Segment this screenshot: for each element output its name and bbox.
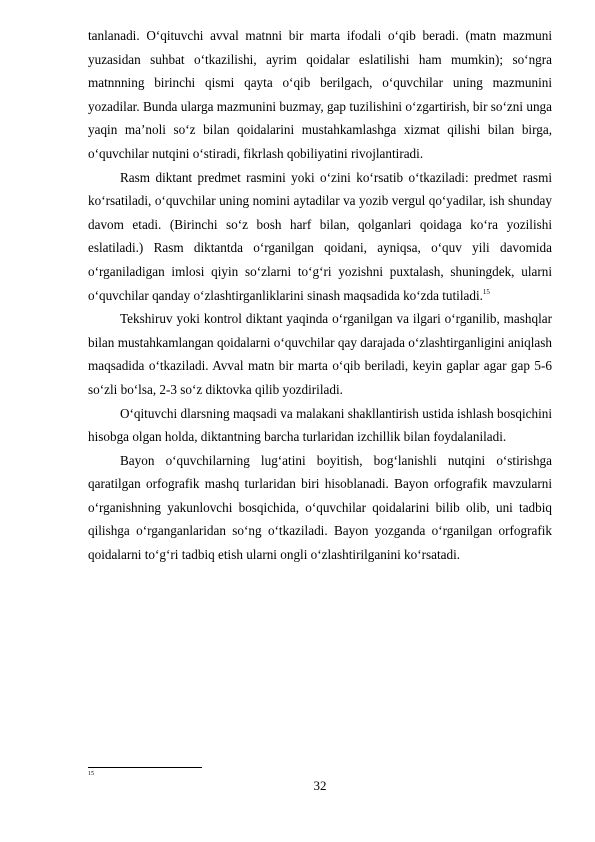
paragraph-1	[88, 24, 552, 166]
page-number: 32	[313, 778, 327, 793]
paragraph-4	[88, 402, 552, 449]
footnote-separator	[88, 767, 202, 768]
paragraph-3	[88, 307, 552, 401]
paragraph-5	[88, 449, 552, 567]
paragraph-5-text: Bayon o‘quvchilarning lug‘atini boyitish, bog‘lanishli nutqini o‘stirishga qaratilgan orfografik mashq turlaridan biri hisoblanadi. Bayon orfografik mavzularni o‘rganishning yakunlovchi bosqichida, o‘quvchilar qoidalarini bilib olib, uni tadbiq qilishga o‘rganganlaridan so‘ng o‘tkaziladi. Bayon yozganda o‘rganilgan orfografik qoidalarni to‘g‘ri tadbiq etish ularni ongli o‘zlashtirilganini ko‘rsatadi.	[88, 452, 552, 563]
footnote-reference[interactable]: 15	[482, 287, 490, 296]
paragraph-2	[88, 166, 552, 308]
paragraph-3-text: Tekshiruv yoki kontrol diktant yaqinda o‘rganilgan va ilgari o‘rganilib, mashqlar bilan mustahkamlangan qoidalarni o‘quvchilar qay darajada o‘zlashtirganligini aniqlash maqsadida o‘tkaziladi. Avval matn bir marta o‘qib beriladi, keyin gaplar agar gap 5-6 so‘zli bo‘lsa, 2-3 so‘z diktovka qilib yozdiriladi.	[88, 311, 552, 397]
paragraph-1-text: tanlanadi. O‘qituvchi avval matnni bir marta ifodali o‘qib beradi. (matn mazmuni yuzasidan suhbat o‘tkazilishi, ayrim qoidalar eslatilishi ham mumkin); so‘ngra matnnning birinchi qismi qayta o‘qib berilgach, o‘quvchilar uning mazmunini yozadilar. Bunda ularga mazmunini buzmay, gap tuzilishini o‘zgartirish, bir so‘zni unga yaqin ma’noli so‘z bilan qoidalarini mustahkamlashga xizmat qilishi bilan birga, o‘quvchilar nutqini o‘stiradi, fikrlash qobiliyatini rivojlantiradi.	[88, 28, 552, 161]
document-body	[88, 24, 552, 567]
footnote-mark: 15	[88, 771, 94, 777]
paragraph-2-text: Rasm diktant predmet rasmini yoki o‘zini ko‘rsatib o‘tkaziladi: predmet rasmi ko‘rsatiladi, o‘quvchilar uning nomini aytadilar va yozib vergul qo‘yadilar, ish shunday davom etadi. (Birinchi so‘z bosh harf bilan, qolganlari qoidaga ko‘ra yozilishi eslatiladi.) Rasm diktantda o‘rganilgan qoidani, ayniqsa, o‘quv yili davomida o‘rganiladigan imlosi qiyin so‘zlarni to‘g‘ri yozishni puxtalash, shuningdek, ularni o‘quvchilar qanday o‘zlashtirganliklarini sinash maqsadida ko‘zda tutiladi.	[88, 169, 552, 303]
paragraph-4-text: O‘qituvchi dlarsning maqsadi va malakani shakllantirish ustida ishlash bosqichini hisobga olgan holda, diktantning barcha turlaridan izchillik bilan foydalaniladi.	[88, 405, 552, 445]
